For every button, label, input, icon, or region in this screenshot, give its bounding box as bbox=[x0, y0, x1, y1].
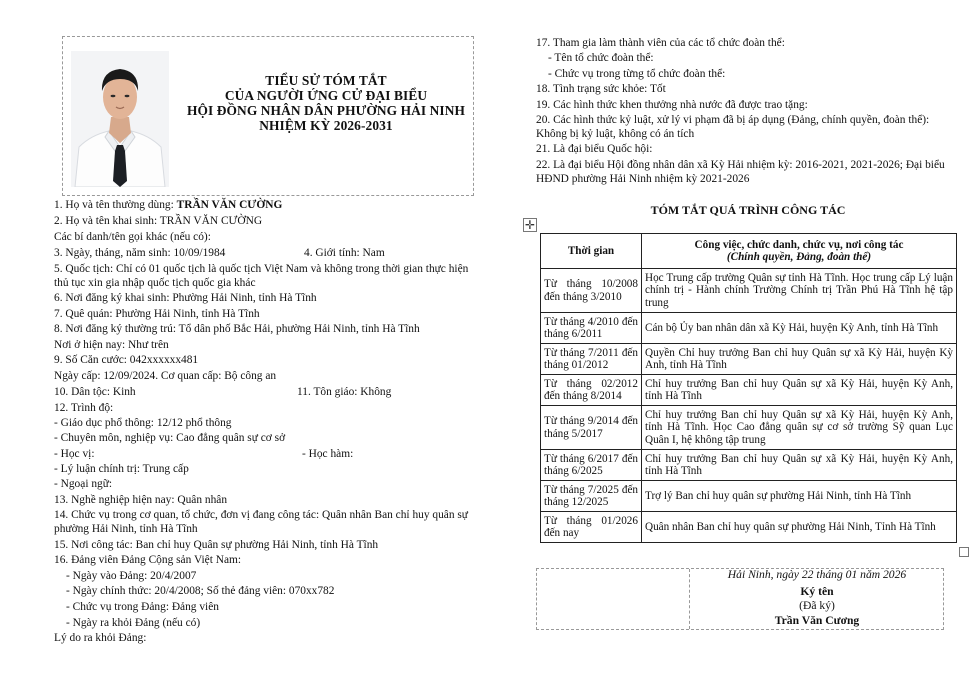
field-nationality: 5. Quốc tịch: Chỉ có 01 quốc tịch là quốc tịch Việt Nam và không trong thời gian thực hiện thủ tục xin gia nhập quốc tịch quốc gia khác bbox=[54, 263, 469, 289]
field-organizations: 17. Tham gia làm thành viên của các tổ chức đoàn thể: bbox=[536, 37, 785, 49]
field-party-join-date: - Ngày vào Đảng: 20/4/2007 bbox=[66, 570, 197, 582]
table-cell-job: Học Trung cấp trường Quân sự tỉnh Hà Tĩnh. Học trung cấp Lý luận chính trị - Hành chính Trường Chính trị Trần Phú Hà Tĩnh hệ tập trung bbox=[642, 269, 957, 313]
field-council-delegate: 22. Là đại biểu Hội đồng nhân dân xã Kỳ Hải nhiệm kỳ: 2016-2021, 2021-2026; Đại biểu HĐND phường Hải Ninh nhiệm kỳ 2021-2026 bbox=[536, 159, 945, 185]
table-row bbox=[541, 313, 957, 344]
column-header-time: Thời gian bbox=[541, 234, 642, 269]
field-party-position: - Chức vụ trong Đảng: Đảng viên bbox=[66, 601, 219, 613]
column-header-job-line2: (Chính quyền, Đảng, đoàn thể) bbox=[726, 251, 872, 263]
table-cell-job: Cán bộ Ủy ban nhân dân xã Kỳ Hải, huyện Kỳ Anh, tỉnh Hà Tĩnh bbox=[642, 313, 957, 344]
field-education: 12. Trình độ: bbox=[54, 402, 114, 414]
table-cell-job: Chỉ huy trưởng Ban chỉ huy Quân sự xã Kỳ Hải, huyện Kỳ Anh, tỉnh Hà Tĩnh. Học Cao đẳng quân sự cơ sở trường Sỹ quan Lục Quân I, hệ không tập trung bbox=[642, 406, 957, 450]
table-row bbox=[541, 450, 957, 481]
field-hometown: 7. Quê quán: Phường Hải Ninh, tỉnh Hà Tĩnh bbox=[54, 308, 260, 320]
title-line: TIỂU SỬ TÓM TẮT bbox=[265, 73, 387, 88]
field-health: 18. Tình trạng sức khỏe: Tốt bbox=[536, 83, 666, 95]
field-political-theory: - Lý luận chính trị: Trung cấp bbox=[54, 463, 189, 475]
signature-block bbox=[690, 568, 944, 628]
table-cell-time: Từ tháng 7/2025 đến tháng 12/2025 bbox=[541, 481, 642, 512]
document-title bbox=[181, 73, 471, 133]
field-party-member: 16. Đảng viên Đảng Cộng sản Việt Nam: bbox=[54, 554, 242, 566]
table-cell-job: Trợ lý Ban chỉ huy quân sự phường Hải Ninh, tỉnh Hà Tĩnh bbox=[642, 481, 957, 512]
table-row bbox=[541, 481, 957, 512]
field-religion: 11. Tôn giáo: Không bbox=[297, 386, 392, 398]
table-cell-job: Quyền Chỉ huy trưởng Ban chỉ huy Quân sự xã Kỳ Hải, huyện Kỳ Anh, tỉnh Hà Tĩnh bbox=[642, 344, 957, 375]
field-birth-registration: 6. Nơi đăng ký khai sinh: Phường Hải Ninh, tỉnh Hà Tĩnh bbox=[54, 292, 317, 304]
column-header-job bbox=[642, 234, 957, 269]
field-common-name bbox=[54, 198, 282, 212]
field-professional: - Chuyên môn, nghiệp vụ: Cao đẳng quân sự cơ sở bbox=[54, 432, 286, 444]
field-awards: 19. Các hình thức khen thưởng nhà nước đã được trao tặng: bbox=[536, 99, 808, 111]
table-cell-job: Quân nhân Ban chỉ huy quân sự phường Hải Ninh, Tỉnh Hà Tĩnh bbox=[642, 512, 957, 543]
work-history-table bbox=[540, 233, 957, 543]
field-birth-date: 3. Ngày, tháng, năm sinh: 10/09/1984 bbox=[54, 247, 226, 259]
field-party-official-date: - Ngày chính thức: 20/4/2008; Số thẻ đảng viên: 070xx782 bbox=[66, 585, 335, 597]
signature-date: Hải Ninh, ngày 22 tháng 01 năm 2026 bbox=[727, 568, 907, 581]
table-row bbox=[541, 406, 957, 450]
header-box bbox=[62, 36, 474, 196]
table-cell-time: Từ tháng 02/2012 đến tháng 8/2014 bbox=[541, 375, 642, 406]
table-row bbox=[541, 344, 957, 375]
table-header-row bbox=[541, 234, 957, 269]
field-label: 1. Họ và tên thường dùng: bbox=[54, 199, 177, 211]
field-ethnicity: 10. Dân tộc: Kinh bbox=[54, 386, 136, 398]
table-cell-time: Từ tháng 4/2010 đến tháng 6/2011 bbox=[541, 313, 642, 344]
title-line: CỦA NGƯỜI ỨNG CỬ ĐẠI BIỂU bbox=[224, 88, 428, 103]
portrait-image bbox=[71, 51, 169, 187]
table-cell-time: Từ tháng 01/2026 đến nay bbox=[541, 512, 642, 543]
signature-label: Ký tên bbox=[800, 584, 834, 598]
signature-signed: (Đã ký) bbox=[799, 599, 835, 612]
field-workplace: 15. Nơi công tác: Ban chỉ huy Quân sự phường Hải Ninh, tỉnh Hà Tĩnh bbox=[54, 539, 379, 551]
table-cell-time: Từ tháng 9/2014 đến tháng 5/2017 bbox=[541, 406, 642, 450]
candidate-name: TRẦN VĂN CƯỜNG bbox=[176, 199, 283, 211]
field-foreign-language: - Ngoại ngữ: bbox=[54, 478, 113, 490]
field-permanent-residence: 8. Nơi đăng ký thường trú: Tổ dân phố Bắc Hải, phường Hải Ninh, tỉnh Hà Tĩnh bbox=[54, 323, 420, 335]
field-party-leave-reason: Lý do ra khỏi Đảng: bbox=[54, 632, 147, 644]
title-line: HỘI ĐỒNG NHÂN DÂN PHƯỜNG HẢI NINH bbox=[186, 103, 466, 118]
table-cell-time: Từ tháng 10/2008 đến tháng 3/2010 bbox=[541, 269, 642, 313]
table-row bbox=[541, 375, 957, 406]
table-cell-time: Từ tháng 7/2011 đến tháng 01/2012 bbox=[541, 344, 642, 375]
field-party-leave-date: - Ngày ra khỏi Đảng (nếu có) bbox=[66, 617, 201, 629]
field-current-residence: Nơi ở hiện nay: Như trên bbox=[54, 339, 169, 351]
column-header-job-line1: Công việc, chức danh, chức vụ, nơi công tác bbox=[694, 238, 904, 251]
signer-name: Trần Văn Cương bbox=[774, 613, 860, 627]
field-degree: - Học vị: bbox=[54, 448, 95, 460]
field-organization-role: - Chức vụ trong từng tổ chức đoàn thể: bbox=[548, 68, 726, 80]
title-line: NHIỆM KỲ 2026-2031 bbox=[259, 118, 393, 133]
table-row bbox=[541, 512, 957, 543]
table-cell-job: Chỉ huy trưởng Ban chỉ huy Quân sự xã Kỳ Hải, huyện Kỳ Anh, tỉnh Hà Tĩnh bbox=[642, 375, 957, 406]
field-academic-title: - Học hàm: bbox=[302, 448, 354, 460]
field-alias: Các bí danh/tên gọi khác (nếu có): bbox=[54, 231, 211, 243]
field-general-education: - Giáo dục phổ thông: 12/12 phổ thông bbox=[54, 417, 232, 429]
field-national-assembly: 21. Là đại biểu Quốc hội: bbox=[536, 143, 653, 155]
field-id-issue: Ngày cấp: 12/09/2024. Cơ quan cấp: Bộ công an bbox=[54, 370, 277, 382]
field-gender: 4. Giới tính: Nam bbox=[304, 247, 385, 259]
candidate-photo bbox=[71, 51, 169, 187]
table-row bbox=[541, 269, 957, 313]
table-cell-job: Chỉ huy trưởng Ban chỉ huy Quân sự xã Kỳ Hải, huyện Kỳ Anh, tỉnh Hà Tĩnh bbox=[642, 450, 957, 481]
field-position: 14. Chức vụ trong cơ quan, tổ chức, đơn vị đang công tác: Quân nhân Ban chỉ huy quân sự phường Hải Ninh, tỉnh Hà Tĩnh bbox=[54, 509, 468, 535]
field-discipline: 20. Các hình thức kỷ luật, xử lý vi phạm đã bị áp dụng (Đảng, chính quyền, đoàn thể): Không bị kỷ luật, không có án tích bbox=[536, 114, 930, 140]
table-cell-time: Từ tháng 6/2017 đến tháng 6/2025 bbox=[541, 450, 642, 481]
field-birth-name: 2. Họ và tên khai sinh: TRẦN VĂN CƯỜNG bbox=[54, 215, 263, 227]
move-icon[interactable]: ✛ bbox=[524, 218, 536, 232]
field-occupation: 13. Nghề nghiệp hiện nay: Quân nhân bbox=[54, 494, 228, 506]
work-history-title: TÓM TẮT QUÁ TRÌNH CÔNG TÁC bbox=[650, 203, 846, 217]
field-organization-name: - Tên tổ chức đoàn thể: bbox=[548, 52, 654, 64]
field-id-number: 9. Số Căn cước: 042xxxxxx481 bbox=[54, 354, 199, 366]
resize-handle-icon[interactable] bbox=[959, 547, 969, 557]
